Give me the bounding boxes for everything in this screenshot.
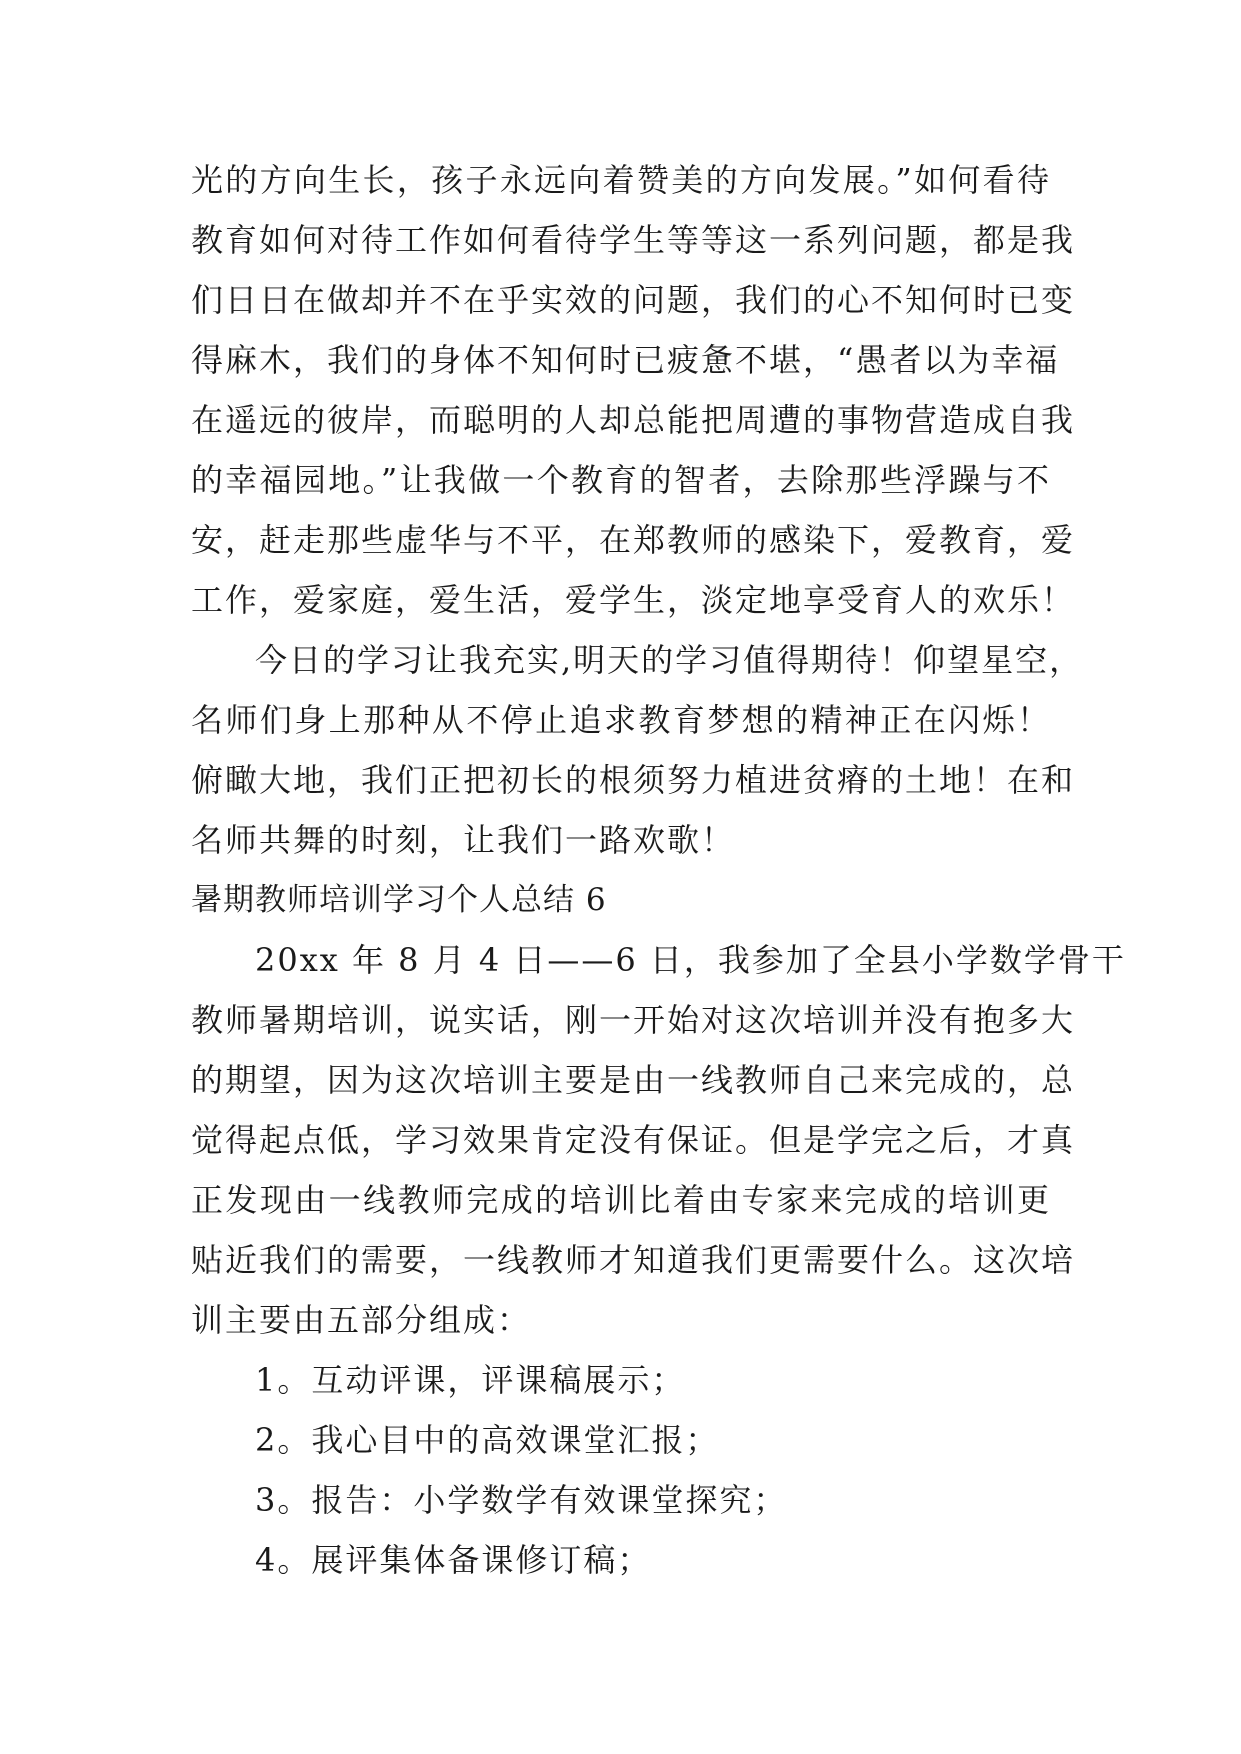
list-item: 4。展评集体备课修订稿；: [255, 1541, 652, 1579]
list-item: 2。我心目中的高效课堂汇报；: [255, 1421, 720, 1459]
paragraph-line: 在遥远的彼岸，而聪明的人却总能把周遭的事物营造成自我: [191, 401, 1076, 439]
paragraph-line: 名师们身上那种从不停止追求教育梦想的精神正在闪烁！: [191, 701, 1051, 739]
section-heading: 暑期教师培训学习个人总结 6: [191, 882, 607, 918]
list-item: 1。互动评课，评课稿展示；: [255, 1361, 686, 1399]
paragraph-line: 安，赶走那些虚华与不平，在郑教师的感染下，爱教育，爱: [191, 521, 1076, 559]
paragraph-line: 的幸福园地。”让我做一个教育的智者，去除那些浮躁与不: [191, 461, 1051, 499]
paragraph-line: 名师共舞的时刻，让我们一路欢歌！: [191, 821, 736, 859]
paragraph-line: 正发现由一线教师完成的培训比着由专家来完成的培训更: [191, 1181, 1051, 1219]
paragraph-line: 教师暑期培训，说实话，刚一开始对这次培训并没有抱多大: [191, 1001, 1076, 1039]
paragraph-2: [191, 630, 1084, 870]
document-body: [191, 150, 1126, 1590]
paragraph-line: 们日日在做却并不在乎实效的问题，我们的心不知何时已变: [191, 281, 1076, 319]
paragraph-line: 光的方向生长，孩子永远向着赞美的方向发展。”如何看待: [191, 161, 1051, 199]
paragraph-1: [191, 150, 1076, 630]
paragraph-line: 教育如何对待工作如何看待学生等等这一系列问题，都是我: [191, 221, 1076, 259]
paragraph-line: 得麻木，我们的身体不知何时已疲惫不堪，“愚者以为幸福: [191, 341, 1060, 379]
list-item: 3。报告：小学数学有效课堂探究；: [255, 1481, 788, 1519]
paragraph-line: 20xx 年 8 月 4 日——6 日，我参加了全县小学数学骨干: [255, 941, 1126, 979]
paragraph-line: 的期望，因为这次培训主要是由一线教师自己来完成的，总: [191, 1061, 1076, 1099]
paragraph-line: 俯瞰大地，我们正把初长的根须努力植进贫瘠的土地！在和: [191, 761, 1076, 799]
paragraph-3: [191, 930, 1126, 1350]
paragraph-line: 觉得起点低，学习效果肯定没有保证。但是学完之后，才真: [191, 1121, 1076, 1159]
paragraph-line: 贴近我们的需要，一线教师才知道我们更需要什么。这次培: [191, 1241, 1076, 1279]
paragraph-line: 工作，爱家庭，爱生活，爱学生，淡定地享受育人的欢乐！: [191, 581, 1076, 619]
numbered-list: [191, 1350, 1051, 1590]
paragraph-line: 今日的学习让我充实,明天的学习值得期待！仰望星空，: [255, 641, 1084, 679]
paragraph-line: 训主要由五部分组成：: [191, 1301, 532, 1339]
